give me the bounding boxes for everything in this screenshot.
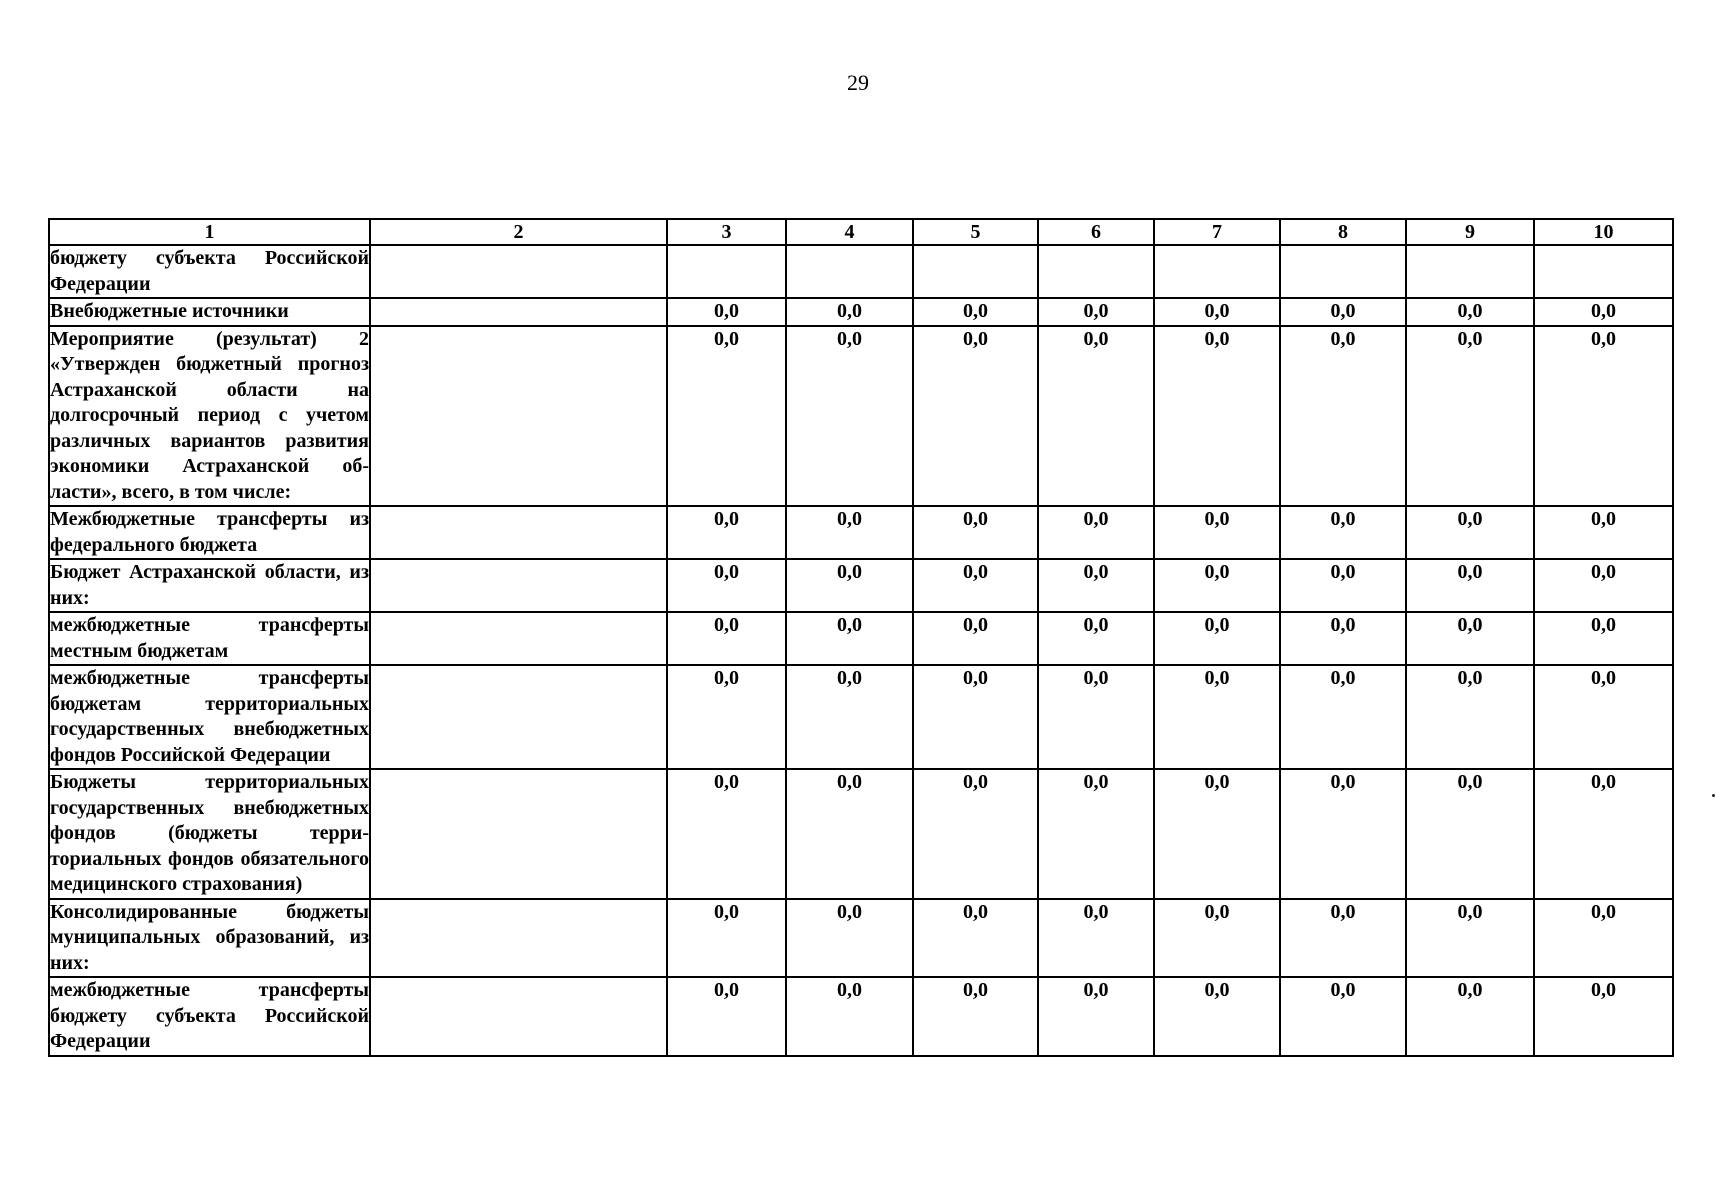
value-cell-col-8: 0,0 [1280, 506, 1406, 559]
value-cell-col-8: 0,0 [1280, 612, 1406, 665]
row-label: Бюджеты территориальных государственных внебюджетных фондов (бюджеты территориальных фондов обязательного медицинского страхования) [49, 769, 370, 899]
value-cell-col-7: 0,0 [1154, 506, 1280, 559]
value-cell-col-8: 0,0 [1280, 769, 1406, 899]
value-cell-col-6: 0,0 [1038, 612, 1154, 665]
value-cell-col-4: 0,0 [786, 298, 913, 326]
column-header-8: 8 [1280, 219, 1406, 245]
value-cell-col-10: 0,0 [1534, 769, 1673, 899]
column-2-cell [370, 665, 667, 769]
table-row [49, 612, 1673, 665]
value-cell-col-4: 0,0 [786, 769, 913, 899]
value-cell-col-4: 0,0 [786, 326, 913, 507]
page-number: 29 [847, 70, 869, 95]
value-cell-col-6: 0,0 [1038, 506, 1154, 559]
value-cell-col-8: 0,0 [1280, 326, 1406, 507]
value-cell-col-7: 0,0 [1154, 899, 1280, 978]
value-cell-col-10: 0,0 [1534, 612, 1673, 665]
column-2-cell [370, 298, 667, 326]
value-cell-col-9: 0,0 [1406, 506, 1534, 559]
value-cell-col-4: 0,0 [786, 559, 913, 612]
value-cell-col-3: 0,0 [667, 612, 786, 665]
value-cell-col-9: 0,0 [1406, 326, 1534, 507]
value-cell-col-10: 0,0 [1534, 665, 1673, 769]
row-label: Внебюджетные источники [49, 298, 370, 326]
value-cell-col-5: 0,0 [913, 977, 1038, 1056]
value-cell-col-9: 0,0 [1406, 899, 1534, 978]
value-cell-col-4: 0,0 [786, 665, 913, 769]
column-2-cell [370, 559, 667, 612]
value-cell-col-5 [913, 245, 1038, 298]
value-cell-col-10: 0,0 [1534, 977, 1673, 1056]
column-header-4: 4 [786, 219, 913, 245]
value-cell-col-6: 0,0 [1038, 559, 1154, 612]
value-cell-col-5: 0,0 [913, 612, 1038, 665]
column-2-cell [370, 506, 667, 559]
value-cell-col-8: 0,0 [1280, 977, 1406, 1056]
value-cell-col-7 [1154, 245, 1280, 298]
table-row [49, 559, 1673, 612]
value-cell-col-3: 0,0 [667, 899, 786, 978]
value-cell-col-10: 0,0 [1534, 326, 1673, 507]
value-cell-col-3 [667, 245, 786, 298]
column-2-cell [370, 769, 667, 899]
value-cell-col-10: 0,0 [1534, 559, 1673, 612]
column-header-9: 9 [1406, 219, 1534, 245]
value-cell-col-5: 0,0 [913, 769, 1038, 899]
column-header-1: 1 [49, 219, 370, 245]
value-cell-col-10: 0,0 [1534, 506, 1673, 559]
column-header-5: 5 [913, 219, 1038, 245]
column-2-cell [370, 245, 667, 298]
value-cell-col-5: 0,0 [913, 506, 1038, 559]
value-cell-col-7: 0,0 [1154, 977, 1280, 1056]
row-label: межбюджетные трансферты бюджету субъекта Российской Федерации [49, 977, 370, 1056]
value-cell-col-7: 0,0 [1154, 559, 1280, 612]
value-cell-col-6: 0,0 [1038, 326, 1154, 507]
value-cell-col-5: 0,0 [913, 559, 1038, 612]
row-label: Консолидированные бюджеты муниципальных образований, из них: [49, 899, 370, 978]
table-row [49, 769, 1673, 899]
column-header-10: 10 [1534, 219, 1673, 245]
value-cell-col-6: 0,0 [1038, 769, 1154, 899]
value-cell-col-9: 0,0 [1406, 298, 1534, 326]
value-cell-col-3: 0,0 [667, 977, 786, 1056]
column-2-cell [370, 612, 667, 665]
row-label: Мероприятие (результат) 2 «Утвержден бюджетный прогноз Астраханской области на долгосрочный период с учетом различных вариантов развития экономики Астраханской области», всего, в том числе: [49, 326, 370, 507]
value-cell-col-3: 0,0 [667, 559, 786, 612]
value-cell-col-3: 0,0 [667, 326, 786, 507]
column-2-cell [370, 977, 667, 1056]
row-label: межбюджетные трансферты местным бюджетам [49, 612, 370, 665]
column-header-3: 3 [667, 219, 786, 245]
row-label: Межбюджетные трансферты из федерального бюджета [49, 506, 370, 559]
value-cell-col-9: 0,0 [1406, 977, 1534, 1056]
row-label: бюджету субъекта Российской Федерации [49, 245, 370, 298]
table-body [49, 245, 1673, 1056]
value-cell-col-9: 0,0 [1406, 665, 1534, 769]
value-cell-col-10: 0,0 [1534, 899, 1673, 978]
value-cell-col-9: 0,0 [1406, 769, 1534, 899]
column-header-7: 7 [1154, 219, 1280, 245]
value-cell-col-7: 0,0 [1154, 769, 1280, 899]
value-cell-col-4: 0,0 [786, 977, 913, 1056]
value-cell-col-5: 0,0 [913, 899, 1038, 978]
value-cell-col-10: 0,0 [1534, 298, 1673, 326]
value-cell-col-6: 0,0 [1038, 665, 1154, 769]
table-header [49, 219, 1673, 245]
value-cell-col-5: 0,0 [913, 298, 1038, 326]
table-row [49, 326, 1673, 507]
value-cell-col-8: 0,0 [1280, 665, 1406, 769]
column-header-2: 2 [370, 219, 667, 245]
header-row [49, 219, 1673, 245]
value-cell-col-4: 0,0 [786, 899, 913, 978]
table-row [49, 899, 1673, 978]
column-2-cell [370, 899, 667, 978]
value-cell-col-6: 0,0 [1038, 298, 1154, 326]
stray-mark [1712, 794, 1715, 797]
table-row [49, 665, 1673, 769]
value-cell-col-3: 0,0 [667, 665, 786, 769]
value-cell-col-9 [1406, 245, 1534, 298]
value-cell-col-6: 0,0 [1038, 899, 1154, 978]
row-label: Бюджет Астраханской области, из них: [49, 559, 370, 612]
column-header-6: 6 [1038, 219, 1154, 245]
value-cell-col-4: 0,0 [786, 612, 913, 665]
value-cell-col-8 [1280, 245, 1406, 298]
value-cell-col-3: 0,0 [667, 298, 786, 326]
value-cell-col-5: 0,0 [913, 326, 1038, 507]
value-cell-col-10 [1534, 245, 1673, 298]
value-cell-col-7: 0,0 [1154, 612, 1280, 665]
value-cell-col-8: 0,0 [1280, 559, 1406, 612]
table-row [49, 245, 1673, 298]
value-cell-col-3: 0,0 [667, 506, 786, 559]
table-row [49, 298, 1673, 326]
value-cell-col-5: 0,0 [913, 665, 1038, 769]
budget-table [48, 218, 1674, 1057]
value-cell-col-4 [786, 245, 913, 298]
value-cell-col-9: 0,0 [1406, 612, 1534, 665]
value-cell-col-3: 0,0 [667, 769, 786, 899]
value-cell-col-9: 0,0 [1406, 559, 1534, 612]
table-row [49, 506, 1673, 559]
value-cell-col-8: 0,0 [1280, 899, 1406, 978]
value-cell-col-7: 0,0 [1154, 665, 1280, 769]
value-cell-col-6 [1038, 245, 1154, 298]
value-cell-col-8: 0,0 [1280, 298, 1406, 326]
value-cell-col-4: 0,0 [786, 506, 913, 559]
column-2-cell [370, 326, 667, 507]
row-label: межбюджетные трансферты бюджетам территориальных государственных внебюджетных фондов Российской Федерации [49, 665, 370, 769]
table-row [49, 977, 1673, 1056]
value-cell-col-7: 0,0 [1154, 326, 1280, 507]
value-cell-col-6: 0,0 [1038, 977, 1154, 1056]
value-cell-col-7: 0,0 [1154, 298, 1280, 326]
